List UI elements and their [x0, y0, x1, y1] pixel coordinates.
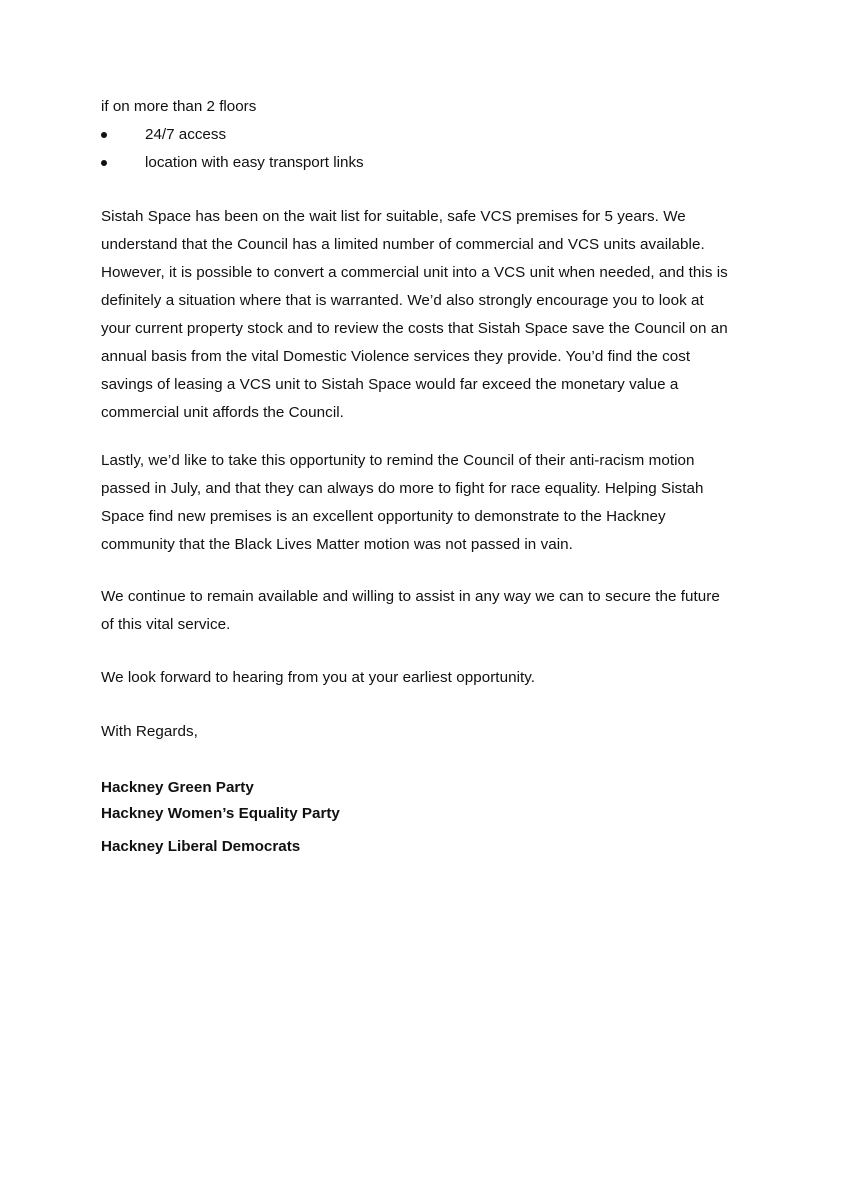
paragraph-line: savings of leasing a VCS unit to Sistah Space would far exceed the monetary value a [101, 376, 679, 393]
paragraph-line: definitely a situation where that is warranted. We’d also strongly encourage you to look at [101, 292, 704, 309]
paragraph-line: Lastly, we’d like to take this opportunity to remind the Council of their anti-racism motion [101, 452, 695, 469]
paragraph-line: passed in July, and that they can always do more to fight for race equality. Helping Sistah [101, 480, 704, 497]
signatory-liberal-democrats: Hackney Liberal Democrats [101, 838, 301, 855]
paragraph-line: Sistah Space has been on the wait list for suitable, safe VCS premises for 5 years. We [101, 208, 686, 225]
signatory-green-party: Hackney Green Party [101, 779, 254, 796]
paragraph-premises [101, 203, 751, 427]
paragraph-line: community that the Black Lives Matter motion was not passed in vain. [101, 536, 573, 553]
paragraph-line: However, it is possible to convert a commercial unit into a VCS unit when needed, and this is [101, 264, 728, 281]
paragraph-line: of this vital service. [101, 616, 231, 633]
bullet-icon [101, 132, 107, 138]
paragraph-anti-racism [101, 447, 751, 559]
signatory-womens-equality-party: Hackney Women’s Equality Party [101, 805, 340, 822]
paragraph-line: Space find new premises is an excellent opportunity to demonstrate to the Hackney [101, 508, 666, 525]
paragraph-line: We continue to remain available and willing to assist in any way we can to secure the future [101, 588, 720, 605]
closing-salutation [101, 718, 751, 746]
list-continuation-text: if on more than 2 floors [101, 98, 257, 115]
paragraph-line: commercial unit affords the Council. [101, 404, 344, 421]
bullet-text: location with easy transport links [145, 154, 364, 171]
bullet-icon [101, 160, 107, 166]
paragraph-availability [101, 583, 751, 639]
paragraph-line: understand that the Council has a limited number of commercial and VCS units available. [101, 236, 705, 253]
paragraph-line: annual basis from the vital Domestic Violence services they provide. You’d find the cost [101, 348, 691, 365]
paragraph-line: your current property stock and to review the costs that Sistah Space save the Council on an [101, 320, 728, 337]
closing-text: With Regards, [101, 723, 198, 740]
paragraph-look-forward [101, 664, 751, 692]
bullet-text: 24/7 access [145, 126, 227, 143]
paragraph-line: We look forward to hearing from you at your earliest opportunity. [101, 669, 536, 686]
